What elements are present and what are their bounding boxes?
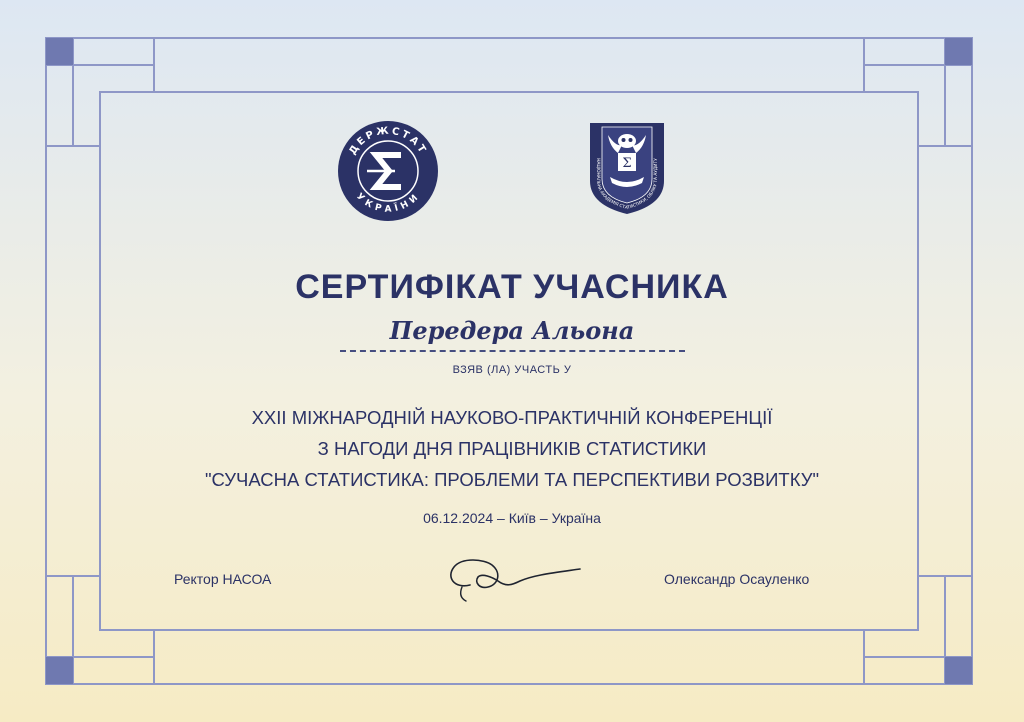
event-line-1: XXII МІЖНАРОДНІЙ НАУКОВО-ПРАКТИЧНІЙ КОНФЕРЕНЦІЇ (251, 407, 773, 428)
signer-name: Олександр Осауленко (664, 571, 810, 587)
svg-text:ДЕРЖСТАТ: ДЕРЖСТАТ (347, 125, 429, 157)
participant-name: Передера Альона (389, 316, 635, 345)
event-line-3: "СУЧАСНА СТАТИСТИКА: ПРОБЛЕМИ ТА ПЕРСПЕКТИВИ РОЗВИТКУ" (204, 469, 820, 490)
frame-border-inner (100, 92, 918, 630)
certificate-title: СЕРТИФІКАТ УЧАСНИКА (295, 268, 729, 306)
frame-corner-square-br (945, 657, 972, 684)
event-description (0, 402, 1024, 495)
svg-text:НАЦІОНАЛЬНА АКАДЕМІЯ СТАТИСТИК: НАЦІОНАЛЬНА АКАДЕМІЯ СТАТИСТИКИ, ОБЛІКУ ТА АУДИТУ (594, 158, 660, 212)
nasoa-shield-owl-emblem-icon (588, 121, 666, 215)
participation-text: ВЗЯВ (ЛА) УЧАСТЬ У (452, 364, 572, 376)
signer-position: Ректор НАСОА (174, 571, 272, 587)
date-place: 06.12.2024 – Київ – Україна (423, 510, 601, 526)
frame-corner-square-tl (46, 38, 73, 65)
event-line-2: З НАГОДИ ДНЯ ПРАЦІВНИКІВ СТАТИСТИКИ (317, 438, 707, 459)
handwritten-signature-icon (440, 555, 590, 605)
svg-text:Σ: Σ (622, 156, 632, 171)
frame-corner-square-bl (46, 657, 73, 684)
name-underline (340, 350, 685, 352)
svg-text:УКРАЇНИ: УКРАЇНИ (354, 191, 422, 215)
derzhstat-sigma-emblem-icon (337, 120, 439, 222)
frame-corner-square-tr (945, 38, 972, 65)
